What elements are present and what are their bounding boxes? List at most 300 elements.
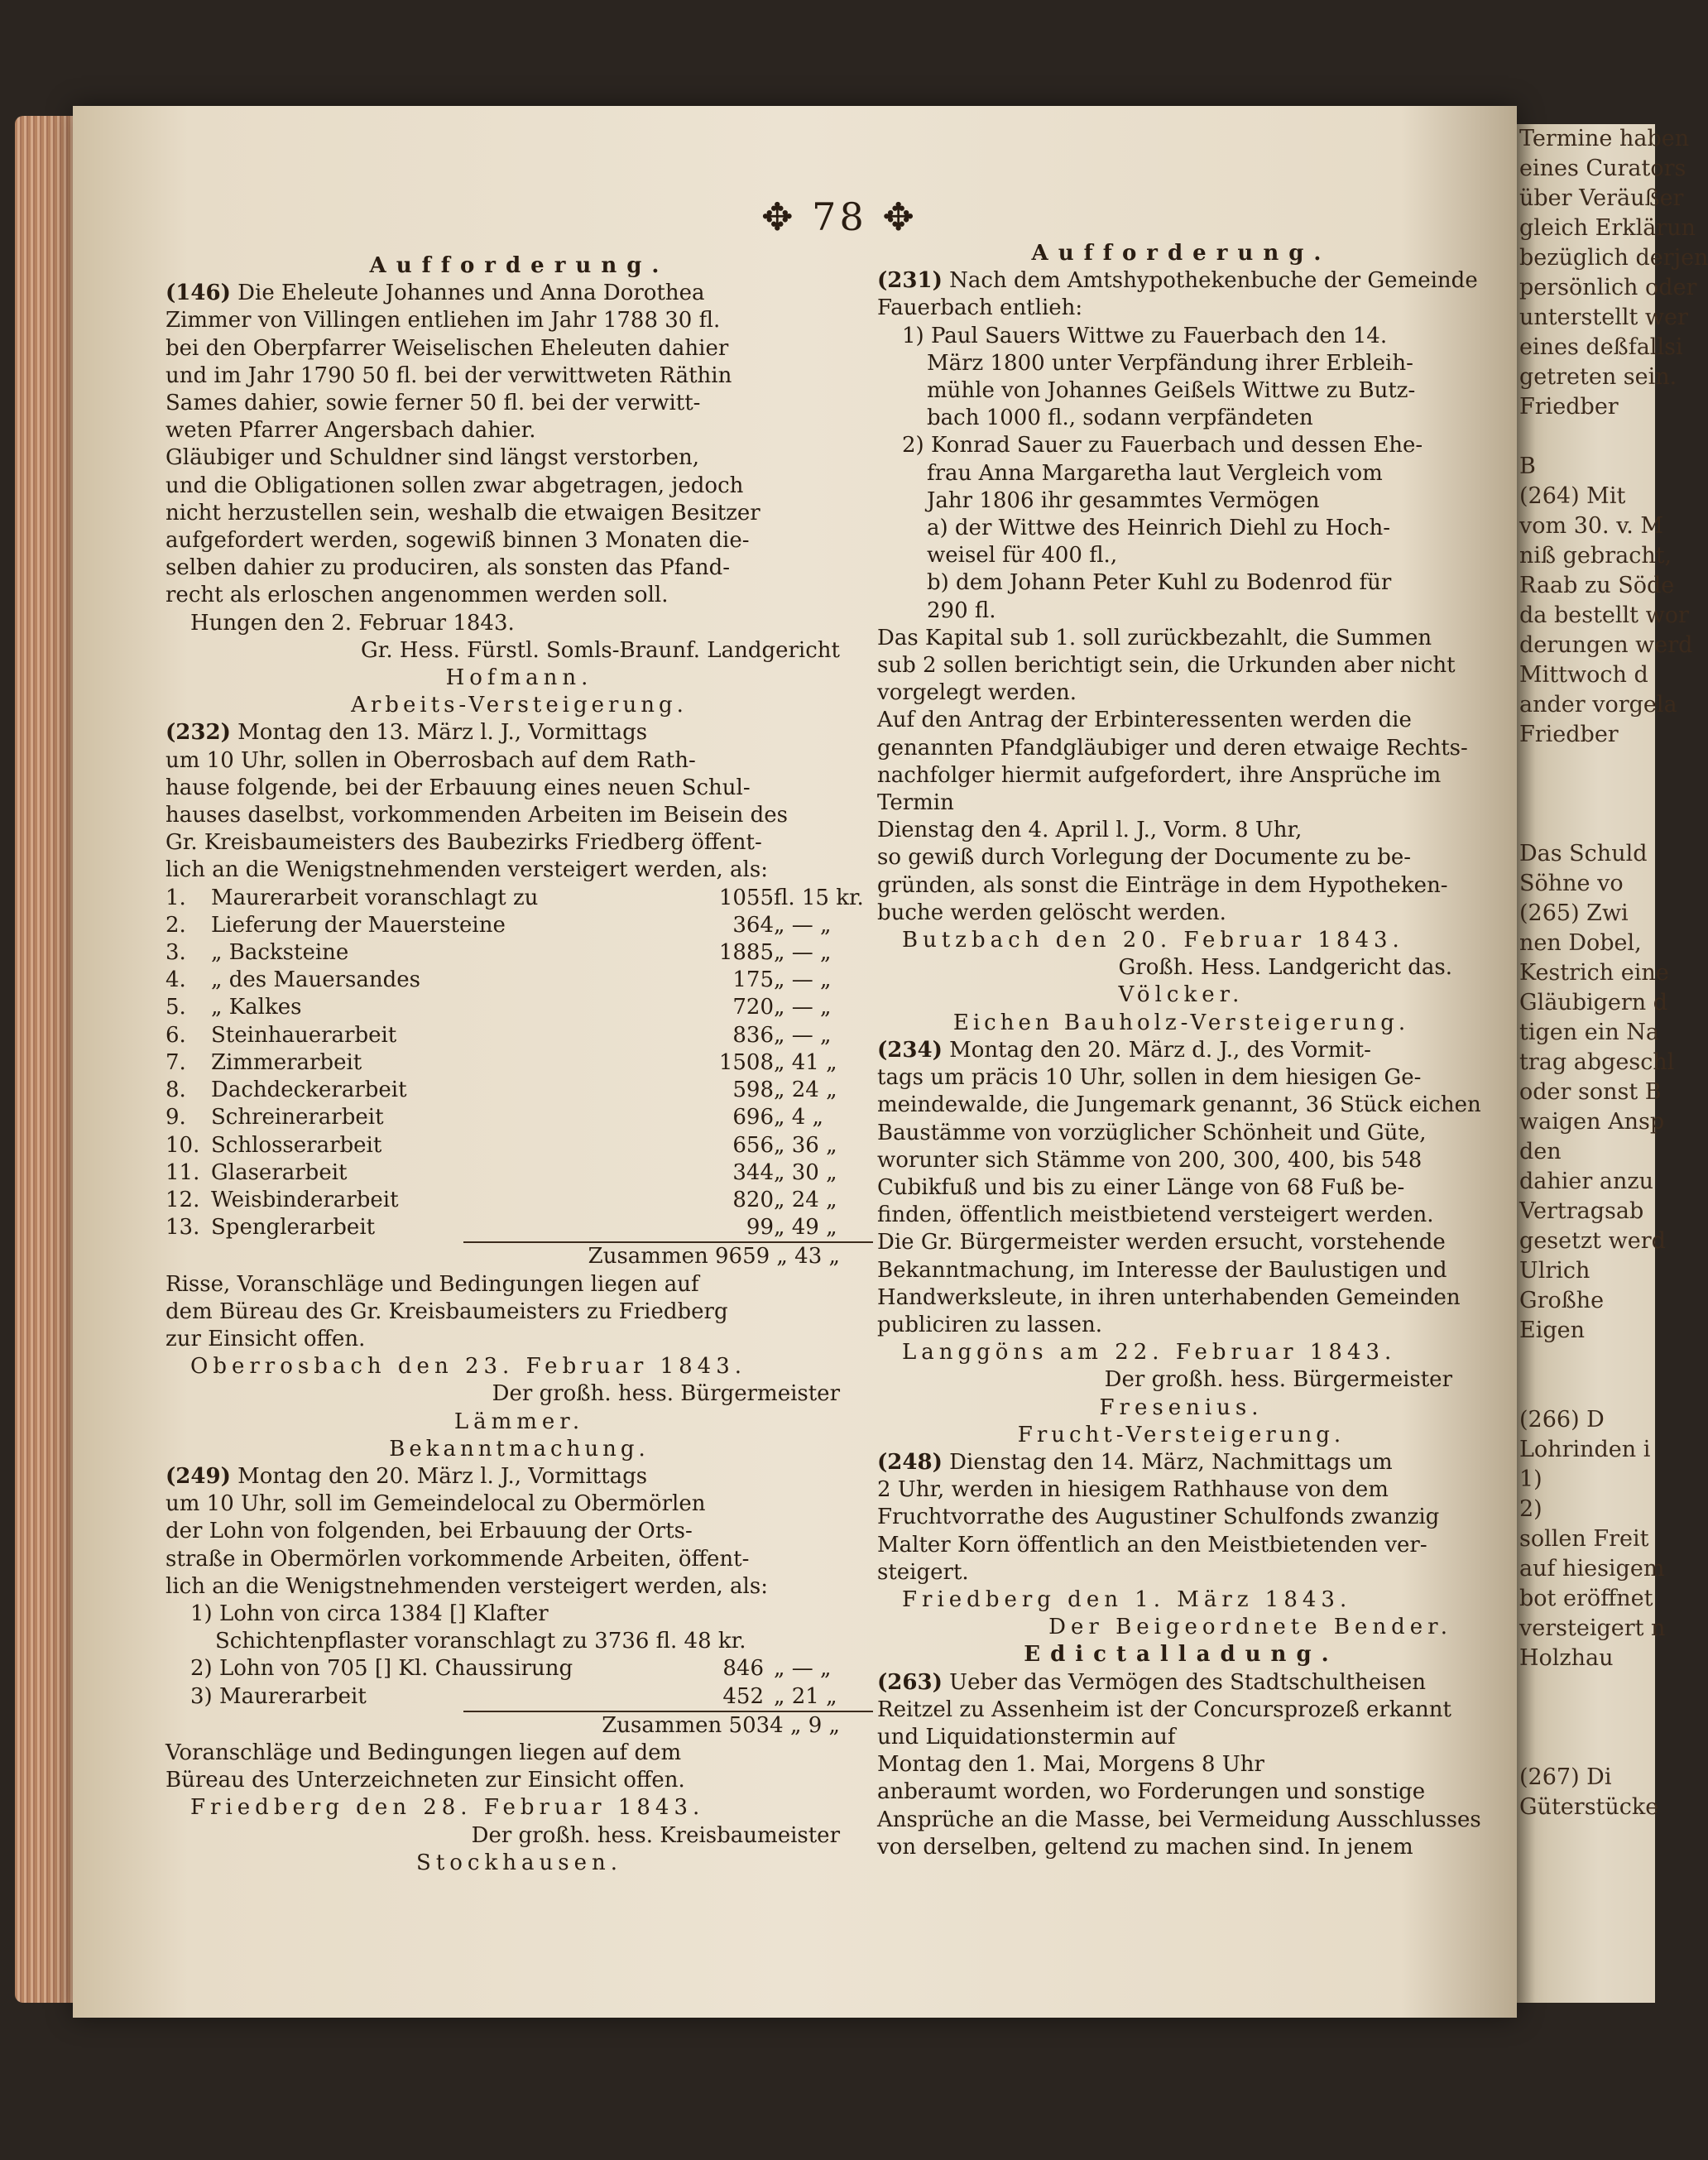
- adjacent-page-line: derungen werd: [1519, 632, 1693, 658]
- notice-263-text: anberaumt worden, wo Forderungen und sonstige: [877, 1779, 1426, 1805]
- notice-231-item: mühle von Johannes Geißels Wittwe zu Butz-: [927, 378, 1416, 404]
- left-column: [166, 252, 873, 1877]
- adjacent-page-line: [1514, 422, 1655, 452]
- adjacent-page-line: Termine haben: [1519, 126, 1690, 151]
- notice-234-signer-title: Der großh. hess. Bürgermeister: [1104, 1367, 1452, 1393]
- cost-row-label: Lieferung der Mauersteine: [211, 912, 506, 938]
- notice-231-signer: Völcker.: [1118, 982, 1245, 1008]
- notice-232-line: [166, 857, 873, 884]
- adjacent-page-line: den: [1519, 1139, 1562, 1164]
- adjacent-page-line: eines deßfallsi: [1519, 334, 1683, 360]
- cost-item-amount: 452: [722, 1683, 764, 1709]
- notice-263-text: Ueber das Vermögen des Stadtschultheisen: [949, 1669, 1427, 1695]
- adjacent-page-line: (267) Di: [1519, 1764, 1612, 1790]
- cost-table-232: [166, 885, 873, 1242]
- cost-row-label: Steinhauerarbeit: [211, 1022, 397, 1048]
- adjacent-page-line: bezüglich derjen: [1519, 245, 1708, 271]
- notice-146-date: Hungen den 2. Februar 1843.: [190, 610, 515, 636]
- notice-146-line: [166, 582, 873, 609]
- notice-231-after: gründen, als sonst die Einträge in dem Hypotheken-: [877, 872, 1448, 898]
- notice-232-line: [166, 747, 873, 775]
- notice-263-line: [877, 1751, 1485, 1778]
- heading-aufforderung-231: Aufforderung.: [1031, 241, 1331, 266]
- adjacent-page-line: oder sonst B: [1519, 1079, 1662, 1105]
- notice-231-item: bach 1000 fl., sodann verpfändeten: [927, 406, 1313, 431]
- notice-232-after-text: dem Büreau des Gr. Kreisbaumeisters zu Friedberg: [166, 1298, 728, 1324]
- adjacent-page-line: 1): [1519, 1466, 1542, 1492]
- adjacent-page-line: Raab zu Söde: [1519, 573, 1675, 598]
- cost-row-number: 5.: [166, 995, 186, 1020]
- notice-248-line: [877, 1559, 1485, 1586]
- cost-row-unit: „ — „: [774, 967, 832, 993]
- notice-146-text: weten Pfarrer Angersbach dahier.: [166, 418, 536, 444]
- notice-234-text: Bekanntmachung, im Interesse der Baulustigen und: [877, 1257, 1447, 1283]
- cost-row-unit: „ 30 „: [774, 1159, 837, 1185]
- notice-231-item: weisel für 400 fl.,: [927, 543, 1118, 569]
- adjacent-page-line: Güterstücke: [1519, 1794, 1659, 1820]
- cost-item-unit: „ — „: [774, 1656, 832, 1682]
- notice-146-signer: Hofmann.: [445, 665, 593, 691]
- cost-row-unit: fl. 15 kr.: [774, 885, 864, 910]
- notice-234-text: Montag den 20. März d. J., des Vormit-: [949, 1037, 1371, 1063]
- notice-248-text: Fruchtvorrathe des Augustiner Schulfonds zwanzig: [877, 1505, 1440, 1530]
- cost-row-label: Weisbinderarbeit: [211, 1187, 399, 1212]
- notice-234-text: Handwerksleute, in ihren unterhabenden Gemeinden: [877, 1284, 1461, 1310]
- adjacent-page: [1514, 124, 1708, 2003]
- notice-231-date: Butzbach den 20. Februar 1843.: [902, 928, 1404, 953]
- page-number: ✥ 78 ✥: [761, 194, 918, 239]
- notice-146: [166, 280, 873, 609]
- fleuron-right-icon: ✥: [882, 194, 918, 239]
- notice-249-line: [166, 1518, 873, 1545]
- cost-row-number: 10.: [166, 1132, 200, 1158]
- notice-232-signer: Lämmer.: [453, 1409, 585, 1434]
- cost-row-label: Glaserarbeit: [211, 1159, 348, 1185]
- cost-row-unit: „ — „: [774, 940, 832, 966]
- notice-146-line: [166, 307, 873, 334]
- notice-248-number: (248): [877, 1449, 943, 1475]
- notice-263: [877, 1669, 1485, 1861]
- adjacent-page-line: tigen ein Na: [1519, 1020, 1660, 1045]
- adjacent-page-line: gleich Erklärun: [1519, 215, 1696, 241]
- notice-146-text: bei den Oberpfarrer Weiselischen Eheleuten dahier: [166, 335, 729, 361]
- cost-row: [166, 1077, 873, 1104]
- cost-row-number: 7.: [166, 1049, 186, 1075]
- notice-249-line: [166, 1490, 873, 1518]
- adjacent-page-line: auf hiesigem: [1519, 1556, 1665, 1582]
- notice-249-total: Zusammen 5034 „ 9 „: [463, 1711, 873, 1740]
- notice-146-line: [166, 527, 873, 554]
- adjacent-page-line: Holzhau: [1519, 1645, 1614, 1671]
- cost-row: [166, 1049, 873, 1077]
- notice-234-text: meindewalde, die Jungemark genannt, 36 Stück eichen: [877, 1092, 1481, 1118]
- notice-232-text: lich an die Wenigstnehmenden versteigert werden, als:: [166, 857, 768, 883]
- cost-row-unit: „ 24 „: [774, 1078, 837, 1103]
- cost-list-249: [166, 1601, 873, 1711]
- notice-234-text: finden, öffentlich meistbietend versteigert werden.: [877, 1202, 1434, 1228]
- notice-146-line: [166, 554, 873, 582]
- cost-item-label: 2) Lohn von 705 [] Kl. Chaussirung: [190, 1656, 573, 1682]
- cost-row: [166, 885, 873, 912]
- cost-item-line: 1) Lohn von circa 1384 [] Klafter: [190, 1601, 549, 1626]
- cost-row: [166, 1022, 873, 1049]
- notice-146-text: Die Eheleute Johannes und Anna Dorothea: [237, 281, 705, 306]
- cost-row-label: Spenglerarbeit: [211, 1215, 376, 1241]
- cost-row-number: 12.: [166, 1187, 200, 1212]
- notice-231-item: b) dem Johann Peter Kuhl zu Bodenrod für: [927, 570, 1392, 596]
- adjacent-page-line: Friedber: [1519, 394, 1619, 420]
- notice-234-line: [877, 1147, 1485, 1174]
- notice-234-line: [877, 1257, 1485, 1284]
- notice-249-text: straße in Obermörlen vorkommende Arbeiten, öffent-: [166, 1546, 750, 1572]
- cost-row: [166, 939, 873, 967]
- notice-231: [877, 267, 1485, 927]
- cost-row-amount: 720: [732, 995, 774, 1020]
- adjacent-page-line: ander vorgela: [1519, 692, 1677, 718]
- notice-232-line: [166, 775, 873, 802]
- adjacent-page-line: (265) Zwi: [1519, 900, 1629, 926]
- notice-248-text: Malter Korn öffentlich an den Meistbietenden ver-: [877, 1532, 1427, 1558]
- adjacent-page-line: niß gebracht,: [1519, 543, 1672, 569]
- notice-263-line: [877, 1724, 1485, 1751]
- cost-item-line: [166, 1683, 873, 1711]
- cost-row-unit: „ 49 „: [774, 1215, 837, 1241]
- cost-row-number: 13.: [166, 1215, 200, 1241]
- notice-263-line: [877, 1834, 1485, 1861]
- heading-arbeits-versteigerung: Arbeits-Versteigerung.: [351, 693, 688, 718]
- cost-row-label: Dachdeckerarbeit: [211, 1078, 407, 1103]
- adjacent-page-line: [1514, 1375, 1655, 1405]
- notice-248-text: 2 Uhr, werden in hiesigem Rathhause von dem: [877, 1477, 1389, 1503]
- adjacent-page-line: Lohrinden i: [1519, 1437, 1651, 1462]
- heading-frucht-versteigerung: Frucht-Versteigerung.: [1017, 1422, 1346, 1447]
- notice-234-line: [877, 1092, 1485, 1119]
- notice-146-text: selben dahier zu produciren, als sonsten das Pfand-: [166, 555, 731, 581]
- notice-232-total: Zusammen 9659 „ 43 „: [463, 1241, 873, 1270]
- notice-231-after: Das Kapital sub 1. soll zurückbezahlt, die Summen: [877, 625, 1432, 650]
- notice-146-line: [166, 362, 873, 390]
- cost-row-amount: 364: [732, 912, 774, 938]
- cost-row-label: „ des Mauersandes: [211, 967, 421, 993]
- cost-item-line: [166, 1628, 873, 1655]
- notice-232-after-line: [166, 1298, 873, 1326]
- heading-bekanntmachung: Bekanntmachung.: [389, 1436, 650, 1462]
- cost-row: [166, 912, 873, 939]
- notice-146-text: Sames dahier, sowie ferner 50 fl. bei der verwitt-: [166, 391, 701, 416]
- notice-146-line: [166, 417, 873, 444]
- notice-249-after-text: Voranschläge und Bedingungen liegen auf dem: [166, 1740, 682, 1765]
- notice-249-text: Montag den 20. März l. J., Vormittags: [237, 1463, 648, 1489]
- cost-row-amount: 696: [732, 1105, 774, 1130]
- notice-234-text: Baustämme von vorzüglicher Schönheit und Güte,: [877, 1120, 1427, 1145]
- notice-231-item: 290 fl.: [927, 598, 996, 623]
- notice-231-after: nachfolger hiermit aufgefordert, ihre Ansprüche im: [877, 762, 1442, 788]
- adjacent-page-line: trag abgeschl: [1519, 1049, 1675, 1075]
- notice-234-signer: Fresenius.: [1099, 1394, 1264, 1420]
- right-column: [877, 240, 1485, 1861]
- notice-232-line: [166, 829, 873, 857]
- notice-249-number: (249): [166, 1463, 231, 1489]
- notice-231-item: März 1800 unter Verpfändung ihrer Erbleih-: [927, 350, 1413, 376]
- adjacent-page-line: Mittwoch d: [1519, 662, 1648, 688]
- notice-146-line: [166, 444, 873, 472]
- cost-row-number: 11.: [166, 1159, 200, 1185]
- notice-234-text: Cubikfuß und bis zu einer Länge von 68 Fuß be-: [877, 1174, 1405, 1200]
- notice-146-text: aufgefordert werden, sogewiß binnen 3 Monaten die-: [166, 528, 750, 554]
- adjacent-page-line: unterstellt wer: [1519, 305, 1688, 330]
- adjacent-page-line: Kestrich eine: [1519, 960, 1669, 986]
- adjacent-page-line: Friedber: [1519, 722, 1619, 747]
- notice-231-after: so gewiß durch Vorlegung der Documente zu be-: [877, 845, 1412, 871]
- cost-row-unit: „ 41 „: [774, 1049, 837, 1075]
- notice-231-after: Termin: [877, 790, 954, 816]
- cost-row-number: 4.: [166, 967, 186, 993]
- notice-231-line: [877, 267, 1485, 295]
- notice-249-text: lich an die Wenigstnehmenden versteigert werden, als:: [166, 1573, 768, 1599]
- adjacent-page-line: getreten sein.: [1519, 364, 1677, 390]
- notice-232-date: Oberrosbach den 23. Februar 1843.: [190, 1354, 747, 1380]
- cost-row-number: 2.: [166, 912, 186, 938]
- notice-232-after-line: [166, 1271, 873, 1298]
- notice-234: [877, 1037, 1485, 1339]
- adjacent-page-line: Großhe: [1519, 1288, 1605, 1313]
- adjacent-page-line: vom 30. v. M: [1519, 513, 1664, 539]
- notice-248-text: Dienstag den 14. März, Nachmittags um: [949, 1449, 1393, 1475]
- notice-231-text: Fauerbach entlieh:: [877, 295, 1083, 321]
- cost-row-amount: 1055: [718, 885, 774, 910]
- notice-231-item: frau Anna Margaretha laut Vergleich vom: [927, 460, 1383, 486]
- notice-263-line: [877, 1669, 1485, 1697]
- adjacent-page-line: [1514, 750, 1655, 780]
- cost-row: [166, 967, 873, 994]
- adjacent-page-line: B: [1519, 454, 1536, 479]
- cost-row-label: „ Backsteine: [211, 940, 349, 966]
- notice-234-line: [877, 1037, 1485, 1064]
- notice-231-item: a) der Wittwe des Heinrich Diehl zu Hoch-: [927, 516, 1391, 541]
- adjacent-page-line: [1514, 780, 1655, 809]
- notice-146-text: und im Jahr 1790 50 fl. bei der verwittweten Räthin: [166, 362, 732, 388]
- cost-item-unit: „ 21 „: [774, 1683, 837, 1709]
- notice-263-number: (263): [877, 1669, 943, 1695]
- heading-eichen-bauholz: Eichen Bauholz-Versteigerung.: [952, 1010, 1410, 1035]
- adjacent-page-text: [1514, 124, 1708, 1822]
- adjacent-page-line: waigen Ansp: [1519, 1109, 1665, 1135]
- cost-item-label: Schichtenpflaster voranschlagt zu: [215, 1629, 588, 1654]
- notice-231-after: genannten Pfandgläubiger und deren etwaige Rechts-: [877, 735, 1468, 761]
- notice-249-line: [166, 1546, 873, 1573]
- notice-248-signer: Der Beigeordnete Bender.: [1048, 1615, 1452, 1640]
- cost-row-number: 1.: [166, 885, 186, 910]
- adjacent-page-line: Eigen: [1519, 1318, 1585, 1343]
- notice-263-text: von derselben, geltend zu machen sind. In jenem: [877, 1834, 1413, 1860]
- notice-248-line: [877, 1532, 1485, 1559]
- cost-row: [166, 1187, 873, 1214]
- notice-234-text: worunter sich Stämme von 200, 300, 400, bis 548: [877, 1147, 1423, 1173]
- cost-row-number: 6.: [166, 1022, 186, 1048]
- cost-row-label: Schreinerarbeit: [211, 1105, 384, 1130]
- cost-item-amount: 3736: [594, 1629, 650, 1654]
- cost-row-unit: „ — „: [774, 1022, 832, 1048]
- adjacent-page-line: [1514, 809, 1655, 839]
- notice-234-text: tags um präcis 10 Uhr, sollen in dem hiesigen Ge-: [877, 1065, 1422, 1091]
- adjacent-page-line: dahier anzu: [1519, 1169, 1653, 1194]
- notice-234-date: Langgöns am 22. Februar 1843.: [902, 1340, 1397, 1366]
- adjacent-page-line: Söhne vo: [1519, 871, 1624, 896]
- notice-263-line: [877, 1697, 1485, 1724]
- notice-231-item: Jahr 1806 ihr gesammtes Vermögen: [927, 487, 1320, 513]
- notice-146-line: [166, 500, 873, 527]
- adjacent-page-line: bot eröffnet: [1519, 1586, 1653, 1611]
- notice-232-after-text: zur Einsicht offen.: [166, 1326, 366, 1351]
- cost-row: [166, 1104, 873, 1131]
- notice-146-court: Gr. Hess. Fürstl. Somls-Braunf. Landgericht: [361, 637, 840, 663]
- notice-263-text: Reitzel zu Assenheim ist der Concursprozeß erkannt: [877, 1697, 1451, 1722]
- notice-249-text: um 10 Uhr, soll im Gemeindelocal zu Obermörlen: [166, 1491, 706, 1517]
- adjacent-page-line: (266) D: [1519, 1407, 1605, 1433]
- fleuron-left-icon: ✥: [761, 194, 797, 239]
- notice-231-line: [877, 295, 1485, 322]
- cost-row-unit: „ 4 „: [774, 1105, 824, 1130]
- notice-248-text: steigert.: [877, 1559, 969, 1585]
- notice-249-text: der Lohn von folgenden, bei Erbauung der Orts-: [166, 1519, 693, 1544]
- notice-234-line: [877, 1312, 1485, 1339]
- notice-146-line: [166, 473, 873, 500]
- notice-263-text: Montag den 1. Mai, Morgens 8 Uhr: [877, 1752, 1264, 1778]
- notice-232-line: [166, 802, 873, 829]
- notice-146-text: Zimmer von Villingen entliehen im Jahr 1788 30 fl.: [166, 308, 721, 334]
- adjacent-page-line: Das Schuld: [1519, 841, 1648, 866]
- adjacent-page-line: Vertragsab: [1519, 1198, 1644, 1224]
- adjacent-page-line: persönlich oder: [1519, 275, 1697, 300]
- notice-234-line: [877, 1229, 1485, 1256]
- notice-231-after: Auf den Antrag der Erbinteressenten werden die: [877, 708, 1412, 733]
- cost-item-spacer: [573, 1655, 722, 1682]
- cost-row-unit: „ 24 „: [774, 1187, 837, 1212]
- notice-234-line: [877, 1284, 1485, 1312]
- adjacent-page-line: Ulrich: [1519, 1258, 1590, 1284]
- notice-249-after-text: Büreau des Unterzeichneten zur Einsicht offen.: [166, 1768, 685, 1793]
- adjacent-page-line: (264) Mit: [1519, 483, 1626, 509]
- cost-item-amount: 846: [722, 1656, 764, 1682]
- cost-item-label: 3) Maurerarbeit: [190, 1683, 367, 1709]
- notice-232-text: hauses daselbst, vorkommenden Arbeiten im Beisein des: [166, 803, 789, 828]
- notice-231-item: 1) Paul Sauers Wittwe zu Fauerbach den 14.: [902, 323, 1388, 348]
- notice-232-text: hause folgende, bei der Erbauung eines neuen Schul-: [166, 775, 751, 800]
- notice-231-after: Dienstag den 4. April l. J., Vorm. 8 Uhr,: [877, 818, 1303, 843]
- heading-edictalladung: Edictalladung.: [1024, 1642, 1339, 1668]
- notice-248-line: [877, 1476, 1485, 1504]
- notice-263-line: [877, 1778, 1485, 1806]
- notice-234-line: [877, 1174, 1485, 1202]
- notice-248-date: Friedberg den 1. März 1843.: [902, 1586, 1352, 1612]
- cost-row-amount: 820: [732, 1187, 774, 1212]
- notice-232: [166, 719, 873, 884]
- cost-row: [166, 994, 873, 1021]
- cost-row-number: 9.: [166, 1105, 186, 1130]
- notice-232-text: Montag den 13. März l. J., Vormittags: [237, 720, 648, 746]
- cost-row-number: 8.: [166, 1078, 186, 1103]
- notice-234-text: publiciren zu lassen.: [877, 1312, 1102, 1337]
- cost-row-unit: „ — „: [774, 912, 832, 938]
- cost-row-amount: 344: [732, 1159, 774, 1185]
- cost-row-amount: 99: [746, 1215, 774, 1241]
- cost-row-number: 3.: [166, 940, 186, 966]
- notice-248: [877, 1449, 1485, 1586]
- notice-231-text: Nach dem Amtshypothekenbuche der Gemeinde: [949, 268, 1478, 294]
- notice-249-signer: Stockhausen.: [416, 1850, 622, 1875]
- heading-aufforderung-146: Aufforderung.: [369, 253, 669, 278]
- cost-row-unit: „ — „: [774, 995, 832, 1020]
- adjacent-page-line: sollen Freit: [1519, 1526, 1649, 1552]
- notice-232-text: Gr. Kreisbaumeisters des Baubezirks Friedberg öffent-: [166, 830, 762, 856]
- notice-249-signer-title: Der großh. hess. Kreisbaumeister: [471, 1822, 840, 1848]
- cost-item-unit: fl. 48 kr.: [655, 1629, 746, 1654]
- adjacent-page-line: [1514, 1703, 1655, 1733]
- notice-249: [166, 1463, 873, 1601]
- notice-231-after: sub 2 sollen berichtigt sein, die Urkunden aber nicht: [877, 653, 1456, 679]
- adjacent-page-line: versteigert n: [1519, 1615, 1666, 1641]
- cost-row-amount: 1508: [718, 1049, 774, 1075]
- notice-146-number: (146): [166, 281, 231, 306]
- adjacent-page-line: [1514, 1733, 1655, 1763]
- cost-row: [166, 1214, 873, 1241]
- notice-248-line: [877, 1449, 1485, 1476]
- notice-232-text: um 10 Uhr, sollen in Oberrosbach auf dem Rath-: [166, 747, 696, 773]
- notice-231-number: (231): [877, 268, 943, 294]
- adjacent-page-line: 2): [1519, 1496, 1542, 1522]
- notice-232-signer-title: Der großh. hess. Bürgermeister: [492, 1381, 840, 1407]
- adjacent-page-line: [1514, 1673, 1655, 1703]
- adjacent-page-line: eines Curators: [1519, 156, 1686, 181]
- notice-234-line: [877, 1120, 1485, 1147]
- notice-232-number: (232): [166, 720, 231, 746]
- notice-146-text: und die Obligationen sollen zwar abgetragen, jedoch: [166, 473, 744, 498]
- notice-248-line: [877, 1504, 1485, 1531]
- notice-231-item: 2) Konrad Sauer zu Fauerbach und dessen Ehe-: [902, 433, 1423, 458]
- notice-263-text: Ansprüche an die Masse, bei Vermeidung Ausschlusses: [877, 1807, 1481, 1832]
- notice-232-after-text: Risse, Voranschläge und Bedingungen liegen auf: [166, 1271, 699, 1297]
- cost-row-amount: 175: [732, 967, 774, 993]
- notice-231-after: vorgelegt werden.: [877, 680, 1077, 706]
- notice-234-line: [877, 1202, 1485, 1229]
- notice-232-after: [166, 1271, 873, 1354]
- adjacent-page-line: da bestellt wor: [1519, 602, 1689, 628]
- adjacent-page-line: über Veräußer: [1519, 185, 1684, 211]
- cost-item-line: [166, 1655, 873, 1682]
- cost-row-label: Maurerarbeit voranschlagt zu: [211, 885, 539, 910]
- notice-249-line: [166, 1573, 873, 1601]
- notice-263-text: und Liquidationstermin auf: [877, 1724, 1176, 1750]
- notice-249-date: Friedberg den 28. Februar 1843.: [190, 1795, 705, 1821]
- cost-row-amount: 656: [732, 1132, 774, 1158]
- notice-234-number: (234): [877, 1037, 943, 1063]
- notice-146-line: [166, 335, 873, 362]
- cost-row-amount: 836: [732, 1022, 774, 1048]
- cost-row-label: Zimmerarbeit: [211, 1049, 362, 1075]
- notice-249-after: [166, 1740, 873, 1794]
- cost-row: [166, 1132, 873, 1159]
- cost-row: [166, 1159, 873, 1187]
- notice-234-text: Die Gr. Bürgermeister werden ersucht, vorstehende: [877, 1230, 1446, 1255]
- cost-row-label: „ Kalkes: [211, 995, 302, 1020]
- cost-row-amount: 598: [732, 1078, 774, 1103]
- adjacent-page-line: [1514, 1346, 1655, 1375]
- notice-146-line: [166, 390, 873, 417]
- notice-232-after-line: [166, 1326, 873, 1353]
- adjacent-page-line: Gläubigern d: [1519, 990, 1668, 1015]
- cost-row-unit: „ 36 „: [774, 1132, 837, 1158]
- notice-231-after: buche werden gelöscht werden.: [877, 900, 1226, 925]
